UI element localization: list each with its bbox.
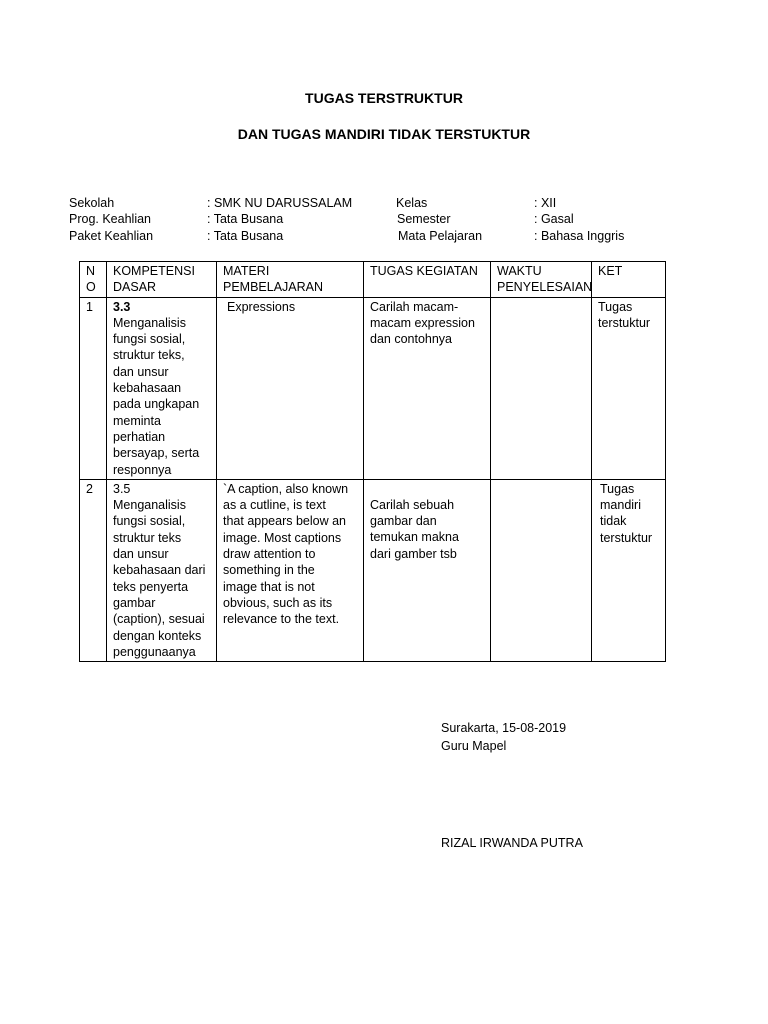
row-materi: `A caption, also known as a cutline, is text that appears below an image. Most captions draw attention to something in the image that is not obvious, such as its relevance to the text. (217, 479, 364, 661)
signature-place-date: Surakarta, 15-08-2019 (441, 721, 567, 735)
prog-keahlian-value: : Tata Busana (207, 212, 284, 226)
kd-text: Menganalisis fungsi sosial, struktur teks dan unsur kebahasaan dari teks penyerta gambar (caption), sesuai dengan konteks penggunaanya (113, 498, 206, 659)
mata-pelajaran-label: Mata Pelajaran (398, 229, 483, 243)
row-waktu (491, 297, 592, 479)
row-tugas: Carilah macam- macam expression dan contohnya (364, 297, 491, 479)
table-header-row (80, 262, 666, 298)
mata-pelajaran-value: : Bahasa Inggris (534, 229, 625, 243)
sekolah-label: Sekolah (69, 196, 115, 210)
signature-name: RIZAL IRWANDA PUTRA (441, 836, 583, 850)
task-table (79, 261, 666, 662)
document-title: TUGAS TERSTRUKTUR (305, 90, 463, 106)
row-materi: Expressions (217, 297, 364, 479)
header-tugas-kegiatan: TUGAS KEGIATAN (364, 262, 491, 298)
header-waktu-penyelesaian: WAKTU PENYELESAIAN (491, 262, 592, 298)
header-ket: KET (592, 262, 666, 298)
row-no: 1 (80, 297, 107, 479)
row-no: 2 (80, 479, 107, 661)
prog-keahlian-label: Prog. Keahlian (69, 212, 152, 226)
row-waktu (491, 479, 592, 661)
header-kompetensi-dasar: KOMPETENSI DASAR (107, 262, 217, 298)
row-kompetensi-dasar (107, 479, 217, 661)
document-subtitle: DAN TUGAS MANDIRI TIDAK TERSTUKTUR (237, 126, 531, 142)
table-row (80, 297, 666, 479)
semester-value: : Gasal (534, 212, 574, 226)
header-no: N O (80, 262, 107, 298)
sekolah-value: : SMK NU DARUSSALAM (207, 196, 353, 210)
header-materi-pembelajaran: MATERI PEMBELAJARAN (217, 262, 364, 298)
kelas-value: : XII (534, 196, 557, 210)
paket-keahlian-label: Paket Keahlian (69, 229, 154, 243)
row-tugas: Carilah sebuah gambar dan temukan makna dari gamber tsb (364, 479, 491, 661)
kelas-label: Kelas (396, 196, 428, 210)
row-ket: Tugas terstuktur (592, 297, 666, 479)
row-kompetensi-dasar (107, 297, 217, 479)
row-ket: Tugas mandiri tidak terstuktur (592, 479, 666, 661)
kd-text: Menganalisis fungsi sosial, struktur teks, dan unsur kebahasaan pada ungkapan meminta perhatian bersayap, serta responnya (113, 315, 200, 477)
signature-role: Guru Mapel (441, 739, 507, 753)
table-row (80, 479, 666, 661)
semester-label: Semester (397, 212, 451, 226)
paket-keahlian-value: : Tata Busana (207, 229, 284, 243)
kd-code: 3.5 (113, 481, 131, 496)
kd-code: 3.3 (113, 299, 131, 314)
